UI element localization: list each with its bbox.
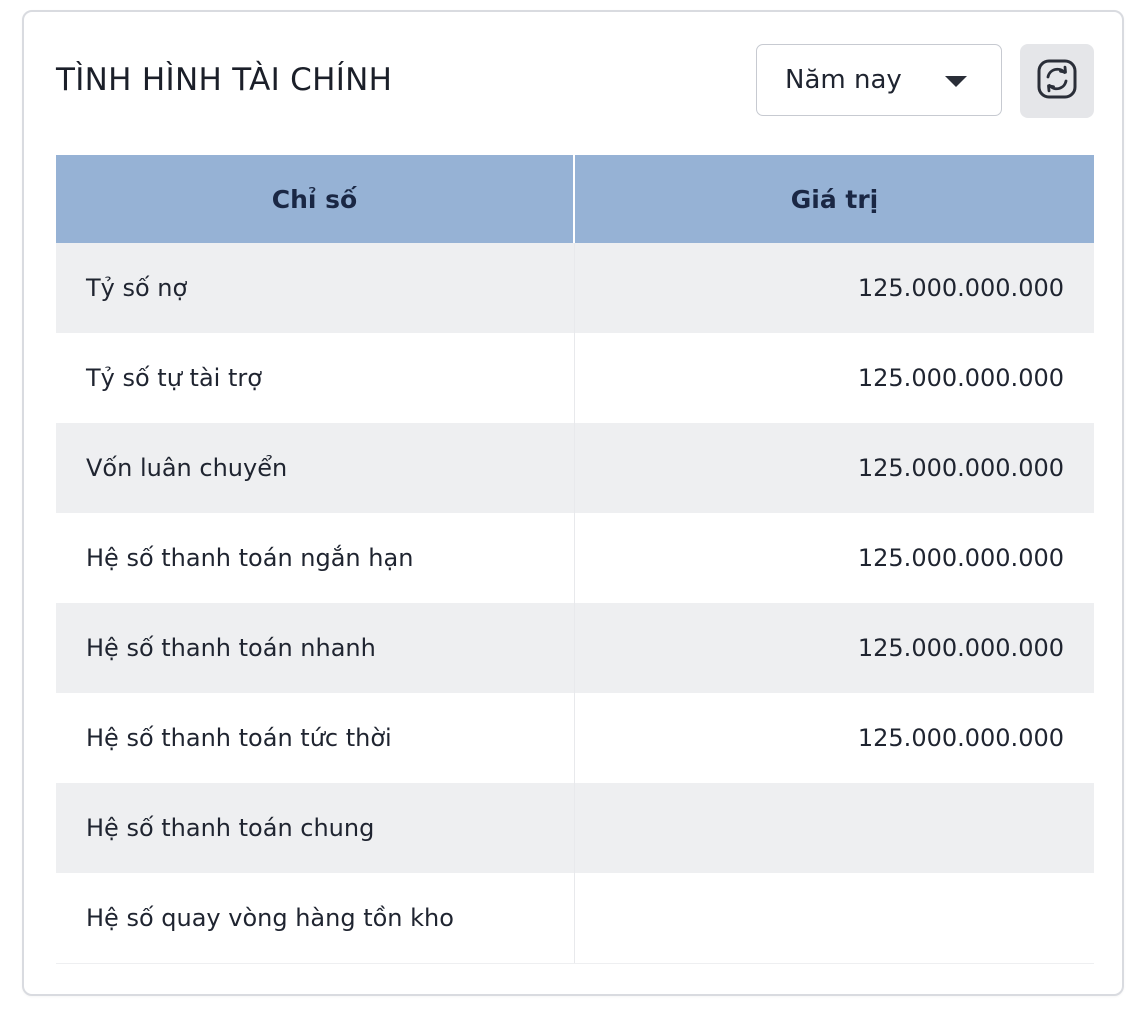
refresh-button[interactable] (1020, 44, 1094, 118)
indicator-value: 125.000.000.000 (574, 603, 1094, 693)
indicator-name: Hệ số thanh toán chung (56, 783, 574, 873)
indicator-name: Tỷ số tự tài trợ (56, 333, 574, 423)
indicator-value: 125.000.000.000 (574, 423, 1094, 513)
table-row[interactable] (56, 783, 1094, 873)
table-header-row (56, 155, 1094, 243)
period-select[interactable] (756, 44, 1002, 116)
table-row[interactable] (56, 513, 1094, 603)
indicator-name: Hệ số thanh toán tức thời (56, 693, 574, 783)
table-row[interactable] (56, 243, 1094, 333)
indicator-name: Hệ số thanh toán nhanh (56, 603, 574, 693)
indicator-name: Tỷ số nợ (56, 243, 574, 333)
table-row[interactable] (56, 423, 1094, 513)
table-row[interactable] (56, 333, 1094, 423)
refresh-icon (1035, 57, 1079, 105)
card-title: TÌNH HÌNH TÀI CHÍNH (56, 62, 393, 98)
caret-down-icon (945, 76, 967, 87)
column-header-indicator[interactable]: Chỉ số (56, 155, 574, 243)
table-row[interactable] (56, 603, 1094, 693)
table-row[interactable] (56, 873, 1094, 964)
indicator-value (574, 873, 1094, 964)
indicator-value: 125.000.000.000 (574, 513, 1094, 603)
indicator-name: Hệ số thanh toán ngắn hạn (56, 513, 574, 603)
indicator-value (574, 783, 1094, 873)
indicator-value: 125.000.000.000 (574, 693, 1094, 783)
financial-status-card (22, 10, 1124, 996)
indicator-value: 125.000.000.000 (574, 333, 1094, 423)
indicator-value: 125.000.000.000 (574, 243, 1094, 333)
column-header-value[interactable]: Giá trị (574, 155, 1094, 243)
table-row[interactable] (56, 693, 1094, 783)
indicator-name: Hệ số quay vòng hàng tồn kho (56, 873, 574, 964)
financial-indicators-table (56, 155, 1094, 964)
indicator-name: Vốn luân chuyển (56, 423, 574, 513)
period-select-value: Năm nay (785, 65, 902, 95)
